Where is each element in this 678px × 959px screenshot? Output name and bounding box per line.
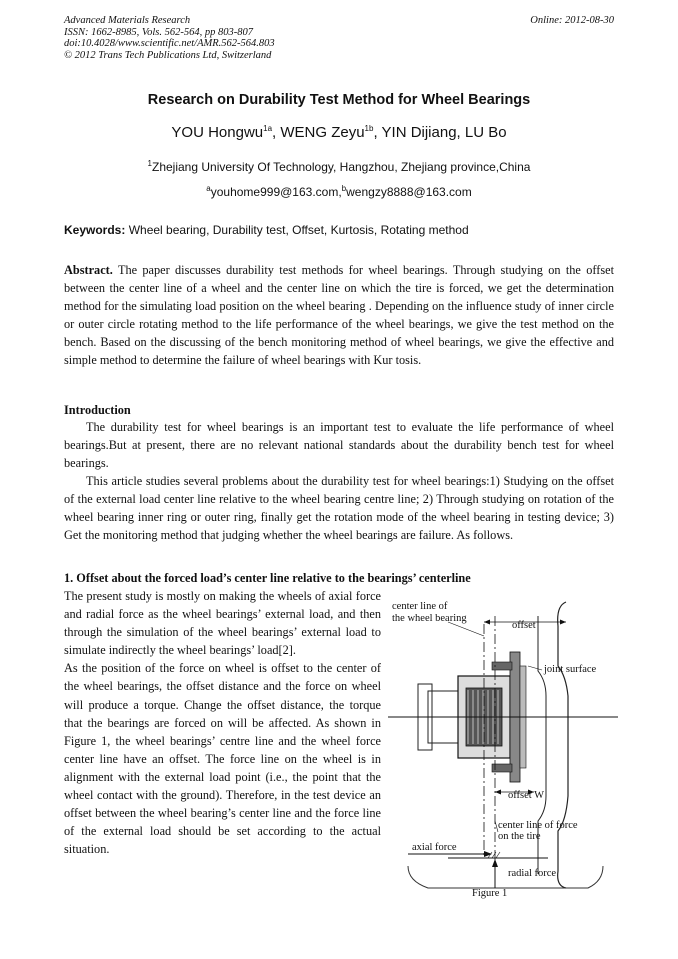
author-list (0, 124, 678, 141)
figure-caption: Figure 1 (472, 888, 508, 899)
author-1: YOU Hongwu (171, 124, 264, 141)
email-b-sup: b (341, 184, 347, 193)
affiliation-sup: 1 (147, 159, 152, 168)
copyright: © 2012 Trans Tech Publications Ltd, Switzerland (64, 49, 272, 61)
doi: doi:10.4028/www.scientific.net/AMR.562-564.803 (64, 38, 275, 49)
email-b: wengzy8888@163.com (346, 185, 472, 199)
abstract-label: Abstract. (64, 263, 113, 277)
affiliation-text: Zhejiang University Of Technology, Hangzhou, Zhejiang province,China (152, 160, 531, 174)
email-a-sup: a (206, 184, 211, 193)
label-centerline-2: the wheel bearing (392, 613, 467, 624)
keywords (64, 223, 616, 237)
label-joint: joint surface (544, 664, 597, 675)
section-1-paragraph-2: As the position of the force on wheel is offset to the center of the wheel bearings, the offset distance and the force on wheel will produce a torque. Change the offset distance, the torque that the bearings are forced on will be affected. As shown in Figure 1, the wheel bearings’ centre line and the wheel force center line have an offset. The force line on the wheel is in alignment with the external load point (i.e., the point that the wheel contact with the ground). Therefore, in the test device an offset between the wheel bearing’s center line and the force line of the external load should be set according to the actual situation. (64, 661, 381, 857)
other-authors: , YIN Dijiang, LU Bo (373, 124, 507, 141)
author-1-sup: 1a (263, 124, 273, 133)
radial-force-arrowhead (492, 859, 498, 867)
author-2: , WENG Zeyu (272, 124, 365, 141)
section-1-body (64, 587, 381, 858)
rim-outer-right (558, 602, 568, 888)
ground-hatch (488, 852, 500, 858)
keywords-text: Wheel bearing, Durability test, Offset, Kurtosis, Rotating method (128, 223, 469, 237)
axial-force-arrowhead (484, 851, 492, 857)
leader-centerline (448, 622, 484, 636)
label-force-1: center line of force (498, 820, 578, 831)
label-centerline-1: center line of (392, 601, 448, 612)
paper-title: Research on Durability Test Method for Wheel Bearings (147, 92, 531, 108)
issn: ISSN: 1662-8985, Vols. 562-564, pp 803-807 (64, 26, 253, 38)
label-axial: axial force (412, 842, 457, 853)
keywords-label: Keywords: (64, 223, 126, 237)
offset-arrow-left (484, 620, 490, 625)
abstract-text: The paper discusses durability test methods for wheel bearings. Through studying on the offset between the center line of a wheel and the center line on which the tire is forced, we get the determination method for the simulating load position on the wheel bearing . Depending on the influence study of inner circle or outer circle rotating method to the life performance of the wheel bearings, we give the test method on the bench. Based on the discussing of the bench monitoring method of wheel bearings, we give the effective and simple method to determine the failure of wheel bearings with Kur tosis. (64, 263, 614, 367)
affiliation (0, 160, 678, 174)
introduction-paragraph-2: This article studies several problems about the durability test for wheel bearings:1) Studying on the offset of the external load center line relative to the wheel bearing centre line; 2) Through studying on rotation of the wheel bearing inner ring or outer ring, finally get the rotation mode of the wheel bearing in testing device; 3) Get the monitoring method that judging whether the wheel bearings are failure. As follows. (64, 474, 614, 542)
label-offset: offset (512, 620, 536, 631)
online-date: Online: 2012-08-30 (530, 15, 614, 26)
label-offset-w: offset W (508, 790, 545, 801)
label-radial: radial force (508, 868, 557, 879)
journal-header (64, 15, 275, 61)
tire-outline (408, 866, 603, 888)
abstract (64, 261, 614, 369)
email-line (0, 185, 678, 199)
email-a: youhome999@163.com, (210, 185, 342, 199)
section-1-paragraph-1: The present study is mostly on making the wheels of axial force and radial force as the wheel bearings’ external load, and then through the simulation of the wheel bearings’ external load to simulate indirectly the wheel bearings’ load[2]. (64, 589, 381, 658)
author-2-sup: 1b (364, 124, 374, 133)
label-force-2: on the tire (498, 831, 541, 842)
offset-w-arrow-left (495, 790, 501, 795)
wheel-bearing-diagram (388, 596, 618, 906)
introduction-heading: Introduction (64, 403, 131, 417)
introduction-paragraph-1: The durability test for wheel bearings is an important test to evaluate the life performance of wheel bearings.But at present, there are no relevant national standards about the durability bench test for wheel bearings. (64, 420, 614, 470)
offset-arrow-right (560, 620, 566, 625)
journal-name: Advanced Materials Research (64, 15, 191, 26)
section-1-heading: 1. Offset about the forced load’s center line relative to the bearings’ centerline (64, 571, 471, 585)
leader-joint (528, 666, 542, 670)
figure-1 (388, 596, 618, 906)
